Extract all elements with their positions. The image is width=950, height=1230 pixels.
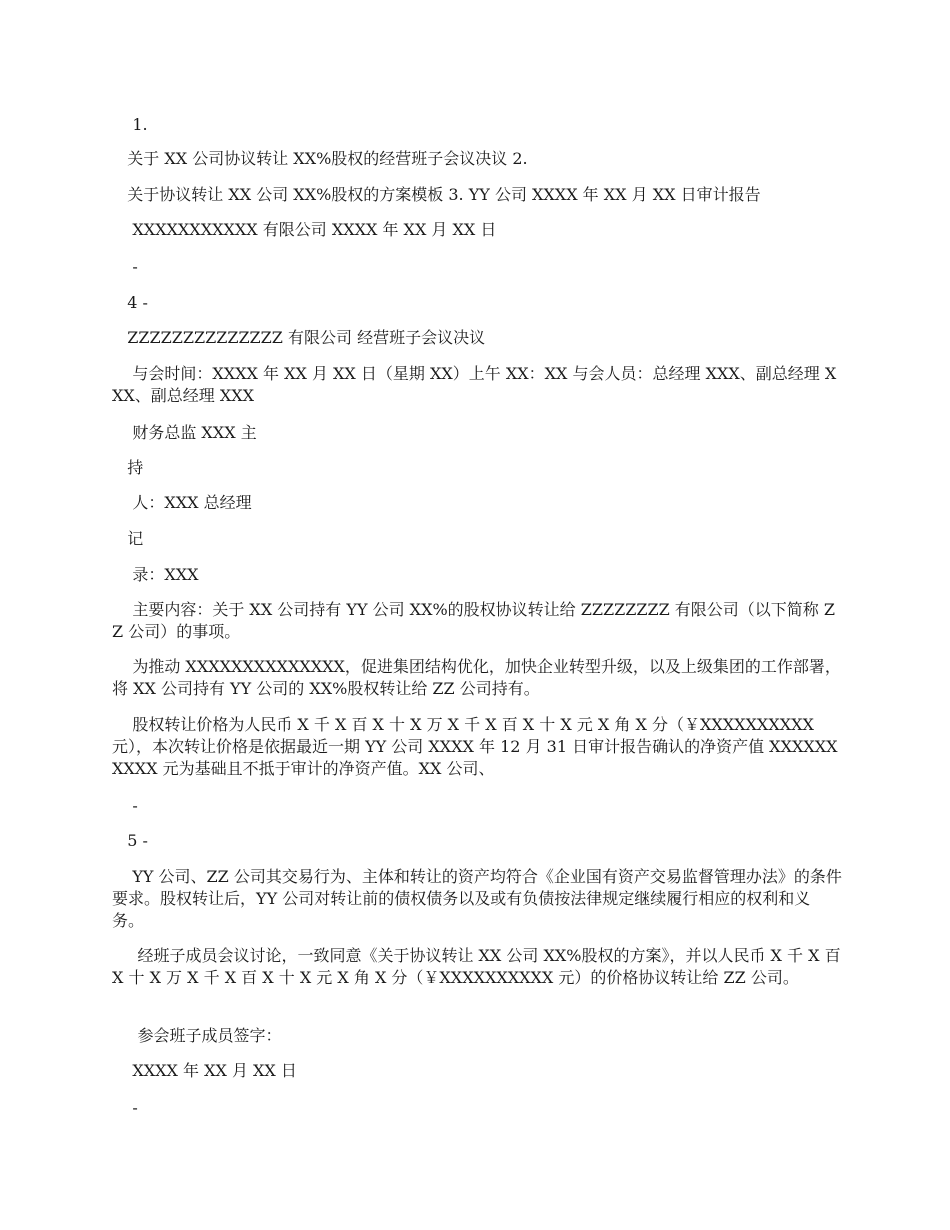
page-number-2: 5 - [112, 831, 148, 850]
page-separator: - [112, 257, 138, 276]
finance-director-line: 财务总监 XXX 主 [112, 423, 257, 442]
page-separator-3: - [112, 1098, 138, 1117]
attachment-list-line: 关于协议转让 XX 公司 XX%股权的方案模板 3. YY 公司 XXXX 年 XX 月 XX 日审计报告 [112, 185, 761, 204]
page-number: 4 - [112, 293, 148, 312]
company-date-line: XXXXXXXXXXX 有限公司 XXXX 年 XX 月 XX 日 [112, 220, 497, 239]
price-paragraph: 股权转让价格为人民币 X 千 X 百 X 十 X 万 X 千 X 百 X 十 X 元 X 角 X 分（￥XXXXXXXXXX 元），本次转让价格是依据最近一期 YY 公司 XXXX 年 12 月 31 日审计报告确认的净资产值 XXXXXXXXXX 元为基础且不抵于审计的净资产值。XX 公司、 [112, 715, 838, 778]
list-number-1: 1. [112, 115, 148, 134]
resolution-heading: ZZZZZZZZZZZZZZ 有限公司 经营班子会议决议 [112, 328, 486, 347]
main-content-paragraph: 主要内容：关于 XX 公司持有 YY 公司 XX%的股权协议转让给 ZZZZZZZZ 有限公司（以下简称 ZZ 公司）的事项。 [112, 600, 835, 641]
purpose-paragraph: 为推动 XXXXXXXXXXXXXX，促进集团结构优化，加快企业转型升级，以及上级集团的工作部署，将 XX 公司持有 YY 公司的 XX%股权转让给 ZZ 公司持有。 [112, 657, 841, 698]
compliance-paragraph: YY 公司、ZZ 公司其交易行为、主体和转让的资产均符合《企业国有资产交易监督管理办法》的条件要求。股权转让后，YY 公司对转让前的债权债务以及或有负债按法律规定继续履行相应的权利和义务。 [112, 867, 842, 930]
host-label-part1: 持 [112, 458, 144, 477]
recorder-label-part1: 记 [112, 529, 144, 548]
agreement-paragraph: 经班子成员会议讨论，一致同意《关于协议转让 XX 公司 XX%股权的方案》，并以人民币 X 千 X 百 X 十 X 万 X 千 X 百 X 十 X 元 X 角 X 分（￥XXXXXXXXXX 元）的价格协议转让给 ZZ 公司。 [112, 946, 846, 987]
signature-label: 参会班子成员签字： [112, 1026, 282, 1045]
recorder-label-part2: 录：XXX [112, 565, 199, 584]
signature-date: XXXX 年 XX 月 XX 日 [112, 1061, 297, 1080]
page-separator-2: - [112, 796, 138, 815]
host-label-part2: 人：XXX 总经理 [112, 493, 252, 512]
meeting-time-attendees: 与会时间：XXXX 年 XX 月 XX 日（星期 XX）上午 XX：XX 与会人员：总经理 XXX、副总经理 XXX、副总经理 XXX [112, 364, 837, 405]
attachment-title-line: 关于 XX 公司协议转让 XX%股权的经营班子会议决议 2. [112, 149, 528, 168]
